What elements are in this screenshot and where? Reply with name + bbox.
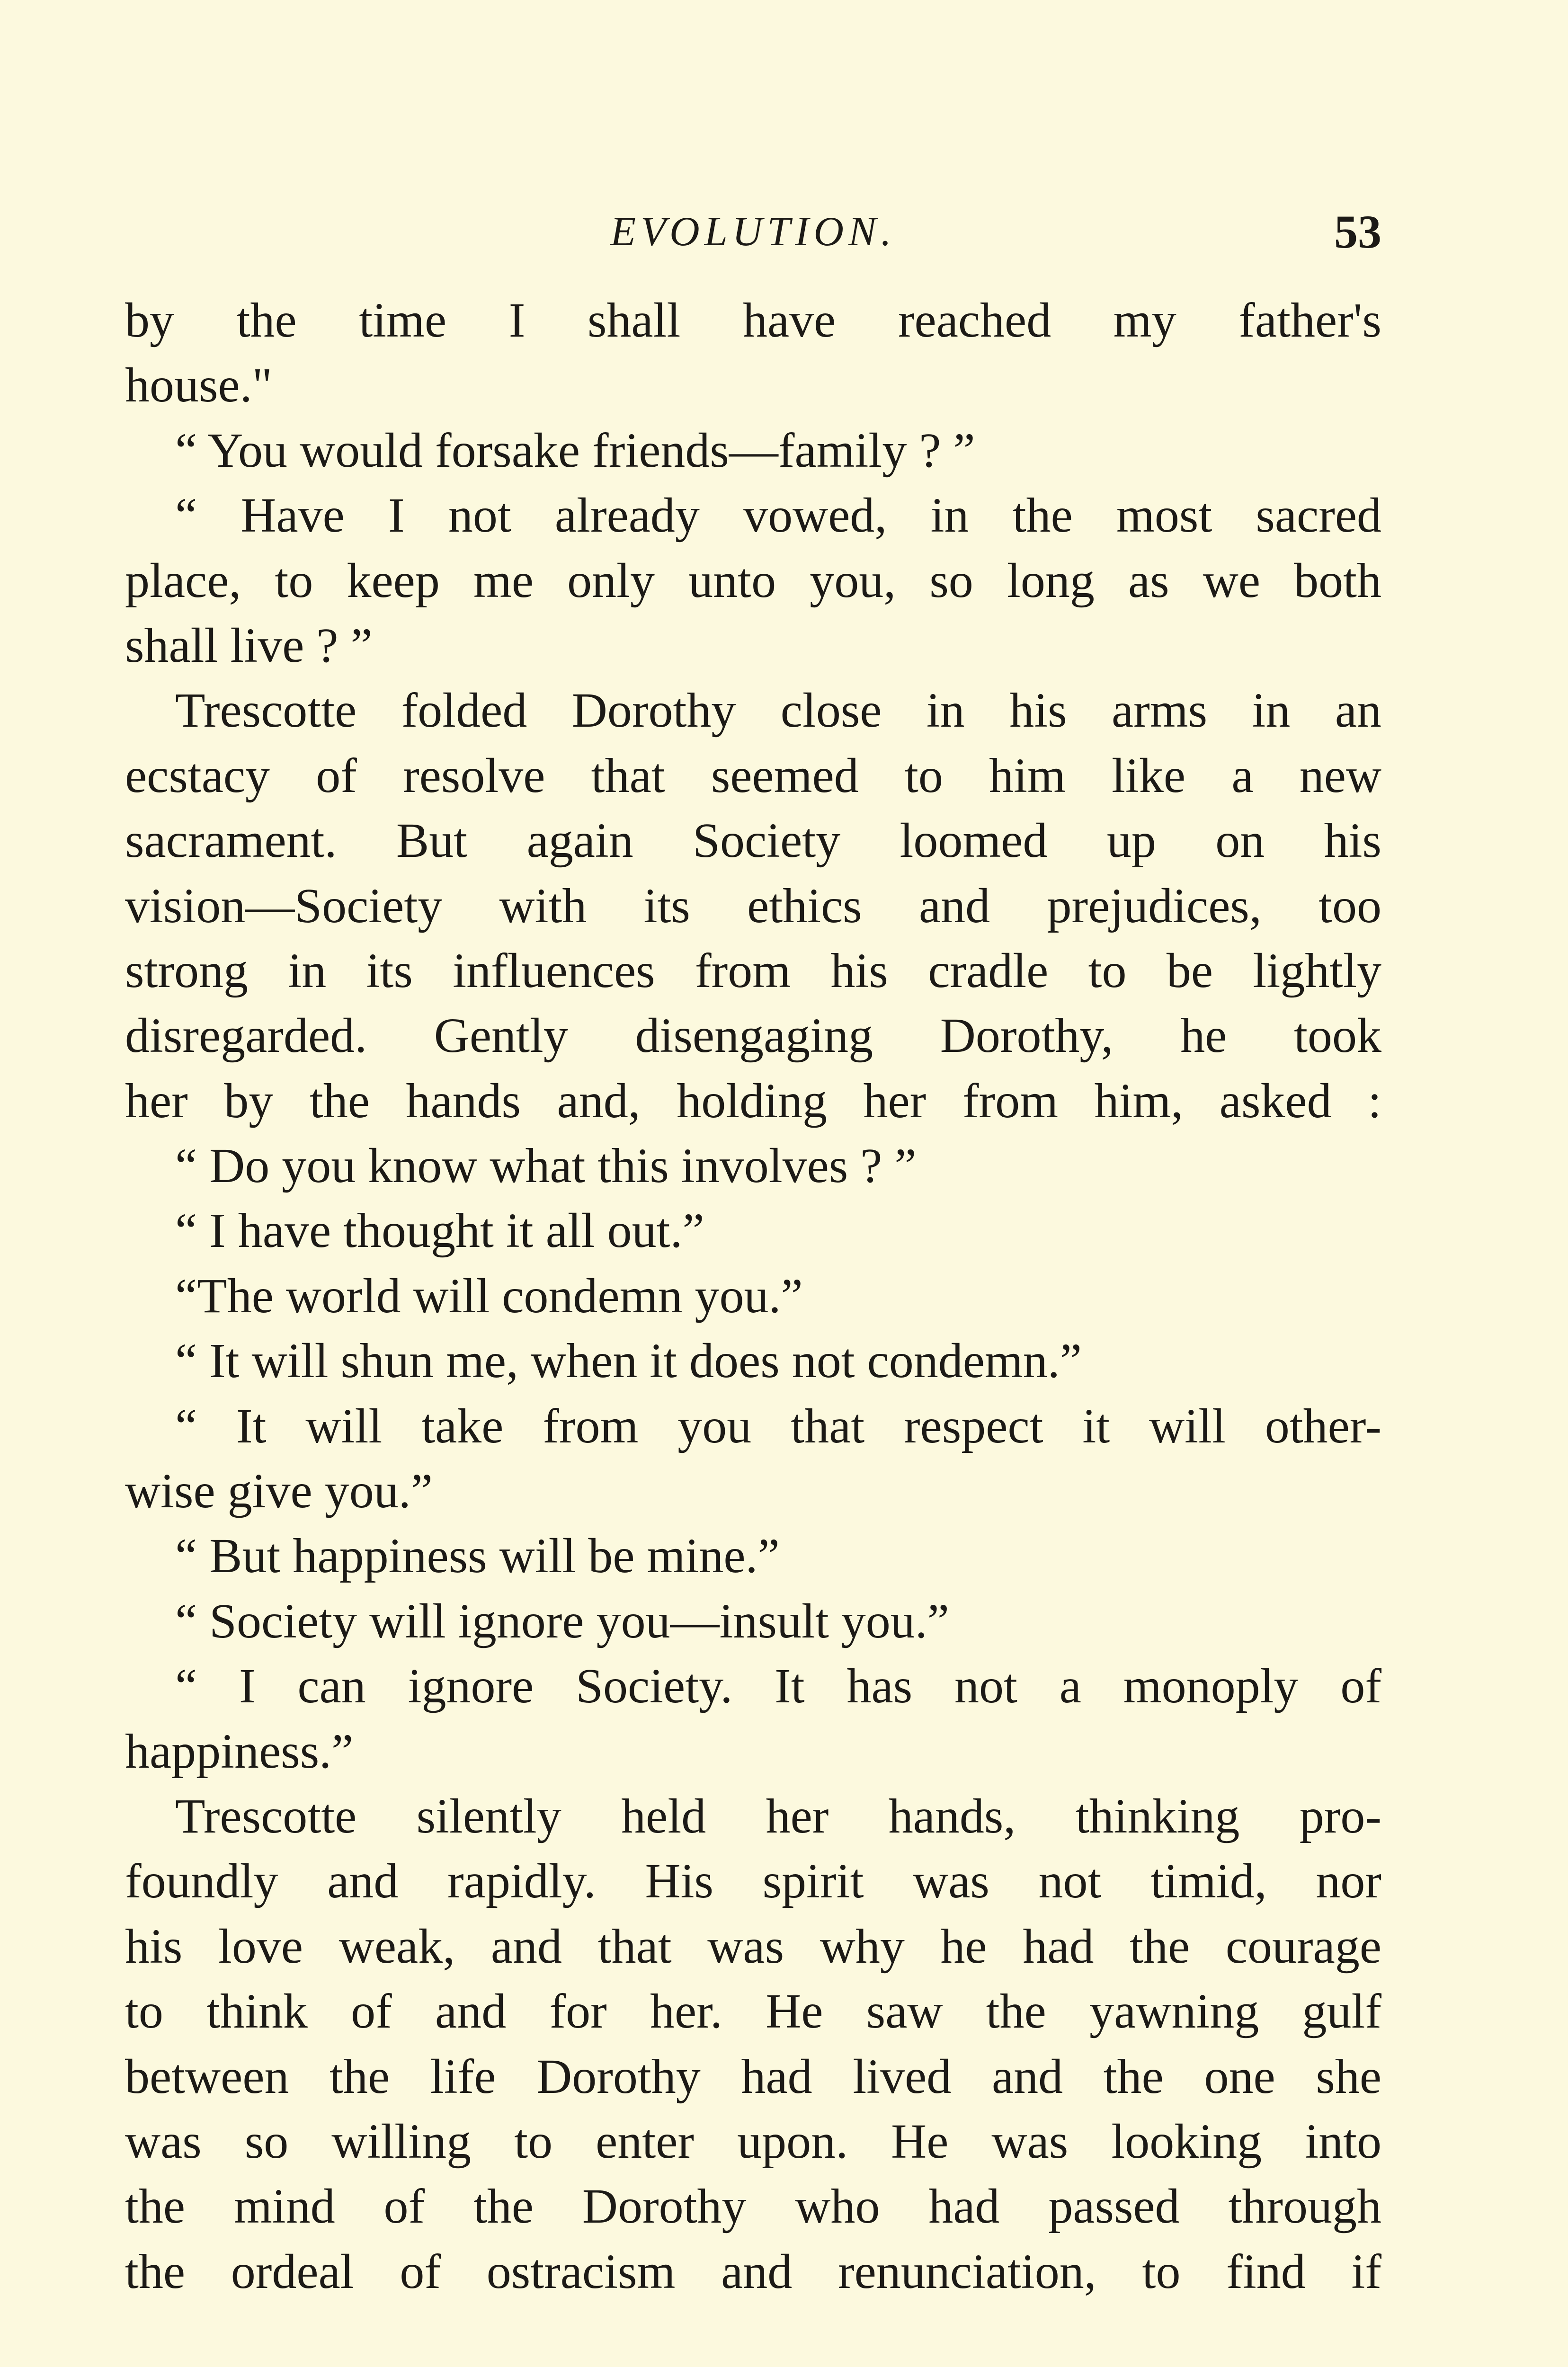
text-line: between the life Dorothy had lived and the one she [125,2049,1381,2104]
text-line: “ Society will ignore you—insult you.” [175,1593,949,1648]
text-line: ecstacy of resolve that seemed to him like a new [125,748,1381,803]
text-line: to think of and for her. He saw the yawning gulf [125,1984,1381,2039]
text-line: house." [125,358,273,413]
text-line: strong in its influences from his cradle to be lightly [125,943,1381,998]
text-line: “ I have thought it all out.” [175,1203,704,1258]
page-number: 53 [1334,205,1381,258]
text-line: foundly and rapidly. His spirit was not timid, nor [125,1854,1381,1909]
text-line: was so willing to enter upon. He was looking into [125,2114,1381,2169]
text-line: disregarded. Gently disengaging Dorothy, he took [125,1008,1381,1063]
running-title: EVOLUTION. [610,209,896,255]
text-line: “ But happiness will be mine.” [175,1529,780,1584]
text-line: sacrament. But again Society loomed up on his [125,813,1381,868]
text-line: “ You would forsake friends—family ? ” [175,423,975,478]
text-line: wise give you.” [125,1464,433,1519]
text-line: shall live ? ” [125,618,373,673]
text-line: Trescotte silently held her hands, thinking pro- [175,1789,1381,1843]
text-line: vision—Society with its ethics and prejudices, too [125,878,1381,933]
text-line: the mind of the Dorothy who had passed through [125,2179,1381,2234]
text-line: place, to keep me only unto you, so long as we both [125,553,1381,608]
text-line: “ It will shun me, when it does not condemn.” [175,1334,1082,1388]
text-line: by the time I shall have reached my father's [125,293,1381,347]
text-line: “ I can ignore Society. It has not a monoply of [175,1659,1381,1714]
text-line: his love weak, and that was why he had the courage [125,1919,1381,1974]
text-line: “ Have I not already vowed, in the most sacred [175,488,1381,543]
text-line: happiness.” [125,1724,354,1779]
text-line: the ordeal of ostracism and renunciation, to find if [125,2244,1381,2299]
text-line: “ It will take from you that respect it will other- [175,1398,1381,1453]
text-line: “ Do you know what this involves ? ” [175,1139,917,1193]
body-text [125,288,1381,2304]
text-line: Trescotte folded Dorothy close in his arms in an [175,683,1381,738]
text-line: “The world will condemn you.” [175,1268,803,1323]
text-line: her by the hands and, holding her from him, asked : [125,1073,1381,1128]
page-header [125,199,1381,265]
